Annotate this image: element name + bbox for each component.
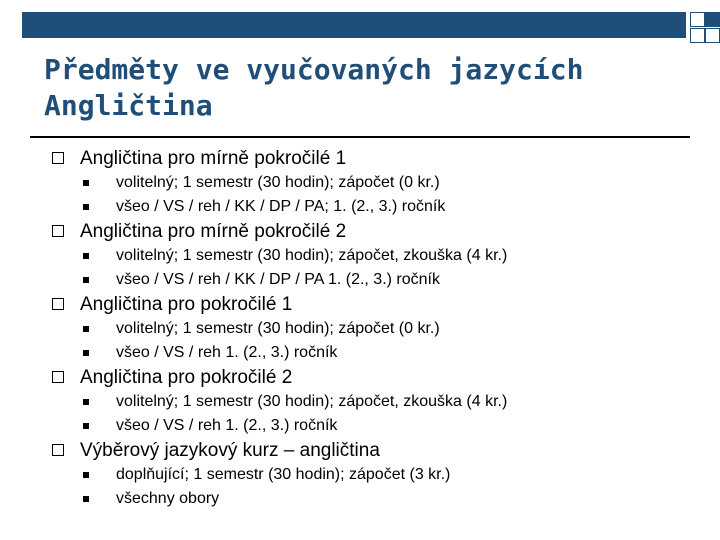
course-detail: [0, 341, 720, 365]
course-detail: [0, 268, 720, 292]
slide-title: [44, 52, 694, 124]
course-detail-text: doplňující; 1 semestr (30 hodin); zápočet (3 kr.): [116, 466, 451, 483]
hollow-square-bullet-icon: [52, 444, 64, 456]
decor-square: [690, 12, 705, 27]
course-detail: [0, 317, 720, 341]
hollow-square-bullet-icon: [52, 371, 64, 383]
square-bullet-icon: [83, 180, 89, 186]
header-bar: [22, 12, 686, 38]
decor-square: [705, 28, 720, 43]
course-title: Angličtina pro mírně pokročilé 2: [80, 221, 347, 242]
course-title: Angličtina pro pokročilé 2: [80, 367, 293, 388]
course-detail: [0, 171, 720, 195]
course-detail-text: všeo / VS / reh / KK / DP / PA; 1. (2., 3.) ročník: [116, 198, 446, 215]
title-line-1: Předměty ve vyučovaných jazycích: [44, 53, 584, 86]
course-detail-text: volitelný; 1 semestr (30 hodin); zápočet, zkouška (4 kr.): [116, 247, 508, 264]
square-bullet-icon: [83, 423, 89, 429]
square-bullet-icon: [83, 399, 89, 405]
square-bullet-icon: [83, 204, 89, 210]
square-bullet-icon: [83, 472, 89, 478]
course-detail: [0, 487, 720, 511]
square-bullet-icon: [83, 350, 89, 356]
hollow-square-bullet-icon: [52, 152, 64, 164]
hollow-square-bullet-icon: [52, 298, 64, 310]
square-bullet-icon: [83, 326, 89, 332]
decor-square: [705, 12, 720, 27]
hollow-square-bullet-icon: [52, 225, 64, 237]
course-detail: [0, 390, 720, 414]
course-detail-text: volitelný; 1 semestr (30 hodin); zápočet, zkouška (4 kr.): [116, 393, 508, 410]
course-detail-text: volitelný; 1 semestr (30 hodin); zápočet (0 kr.): [116, 174, 440, 191]
course-title: Angličtina pro mírně pokročilé 1: [80, 148, 347, 169]
course-item: [0, 365, 720, 390]
title-line-2: Angličtina: [44, 89, 213, 122]
course-item: [0, 292, 720, 317]
course-detail-text: všechny obory: [116, 490, 220, 507]
course-detail: [0, 414, 720, 438]
square-bullet-icon: [83, 277, 89, 283]
course-detail-text: volitelný; 1 semestr (30 hodin); zápočet (0 kr.): [116, 320, 440, 337]
course-title: Výběrový jazykový kurz – angličtina: [80, 440, 380, 461]
course-title: Angličtina pro pokročilé 1: [80, 294, 293, 315]
course-detail: [0, 244, 720, 268]
course-item: [0, 219, 720, 244]
square-bullet-icon: [83, 253, 89, 259]
title-divider: [30, 136, 690, 138]
course-detail-text: všeo / VS / reh 1. (2., 3.) ročník: [116, 344, 338, 361]
square-bullet-icon: [83, 496, 89, 502]
course-detail: [0, 463, 720, 487]
course-item: [0, 146, 720, 171]
course-detail-text: všeo / VS / reh / KK / DP / PA 1. (2., 3.) ročník: [116, 271, 440, 288]
course-detail: [0, 195, 720, 219]
decor-square: [690, 28, 705, 43]
course-item: [0, 438, 720, 463]
course-list: [0, 146, 720, 511]
course-detail-text: všeo / VS / reh 1. (2., 3.) ročník: [116, 417, 338, 434]
